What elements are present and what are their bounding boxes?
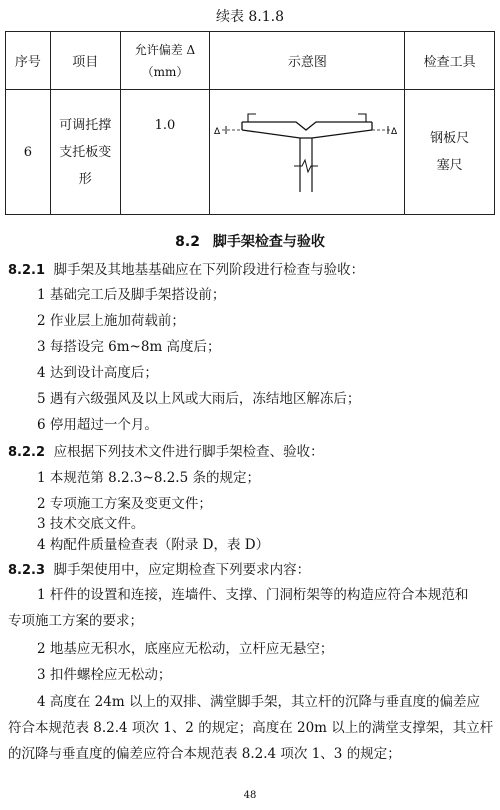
- delta-right-label: Δ: [391, 127, 398, 137]
- list-item: 2 地基应无积水，底座应无松动，立杆应无悬空；: [37, 641, 334, 657]
- clause-number: 8.2.2: [8, 445, 46, 460]
- cell-diagram: [210, 90, 405, 215]
- support-plate-deformation-diagram: [212, 100, 402, 200]
- header-tolerance: [120, 32, 210, 90]
- header-no: 序号: [6, 32, 51, 90]
- list-item: 2 作业层上施加荷载前；: [37, 313, 185, 329]
- cell-tolerance: [120, 90, 210, 215]
- page-number: 48: [243, 790, 257, 801]
- delta-left-label: Δ: [214, 127, 221, 137]
- clause-line: [8, 258, 364, 278]
- tolerance-table: [5, 31, 495, 215]
- header-tolerance-line2: （mm）: [141, 64, 189, 79]
- clause-line: [8, 558, 310, 578]
- list-item: 3 技术交底文件。: [37, 516, 145, 532]
- list-item: 2 专项施工方案及变更文件；: [37, 496, 212, 512]
- section-number: 8.2: [175, 234, 200, 250]
- cell-item-line: 可调托撑: [59, 117, 112, 133]
- clause-number: 8.2.1: [8, 263, 46, 278]
- section-heading: [0, 231, 500, 251]
- plate-deformed-line: [242, 130, 372, 138]
- list-item-continuation: 专项施工方案的要求；: [8, 613, 143, 629]
- clause-text: 应根据下列技术文件进行脚手架检查、验收：: [53, 444, 324, 460]
- table-caption: 续表 8.1.8: [215, 9, 285, 25]
- table-row: [6, 90, 495, 215]
- header-diagram: 示意图: [210, 32, 405, 90]
- list-item: 3 扣件螺栓应无松动；: [37, 667, 172, 683]
- cell-item: [50, 90, 120, 215]
- list-item: 5 遇有六级强风及以上风或大雨后，冻结地区解冻后；: [37, 391, 361, 407]
- header-item: 项目: [50, 32, 120, 90]
- section-title: 脚手架检查与验收: [212, 234, 325, 250]
- list-item: 1 基础完工后及脚手架搭设前；: [37, 287, 226, 303]
- list-item: 1 杆件的设置和连接，连墙件、支撑、门洞桁架等的构造应符合本规范和: [37, 587, 469, 603]
- header-tool: 检查工具: [405, 32, 495, 90]
- list-item-continuation: 符合本规范表 8.2.4 项次 1、2 的规定；高度在 20m 以上的满堂支撑架，其立杆: [8, 720, 494, 736]
- cell-tool: [405, 90, 495, 215]
- clause-text: 脚手架使用中，应定期检查下列要求内容：: [53, 562, 311, 578]
- list-item: 4 构配件质量检查表（附录 D，表 D）: [37, 537, 270, 553]
- clause-number: 8.2.3: [8, 563, 46, 578]
- cell-no: 6: [6, 90, 51, 215]
- cell-tool-line: 塞尺: [436, 158, 463, 173]
- plate-top-line: [242, 122, 372, 130]
- table-header-row: [6, 32, 495, 90]
- cell-tolerance-value: 1.0: [154, 118, 176, 133]
- clause-text: 脚手架及其地基基础应在下列阶段进行检查与验收：: [53, 262, 365, 278]
- clause-line: [8, 440, 324, 460]
- cell-tool-line: 钢板尺: [430, 131, 470, 146]
- list-item-continuation: 的沉降与垂直度的偏差应符合本规范表 8.2.4 项次 1、3 的规定；: [8, 746, 401, 762]
- cell-item-line: 形: [78, 171, 92, 187]
- list-item: 4 达到设计高度后；: [37, 365, 158, 381]
- cell-item-line: 支托板变: [59, 144, 112, 160]
- header-tolerance-line1: 允许偏差 Δ: [134, 42, 196, 57]
- list-item: 4 高度在 24m 以上的双排、满堂脚手架，其立杆的沉降与垂直度的偏差应: [37, 694, 480, 710]
- list-item: 6 停用超过一个月。: [37, 417, 158, 433]
- list-item: 1 本规范第 8.2.3~8.2.5 条的规定；: [37, 470, 260, 486]
- list-item: 3 每搭设完 6m~8m 高度后；: [37, 339, 221, 355]
